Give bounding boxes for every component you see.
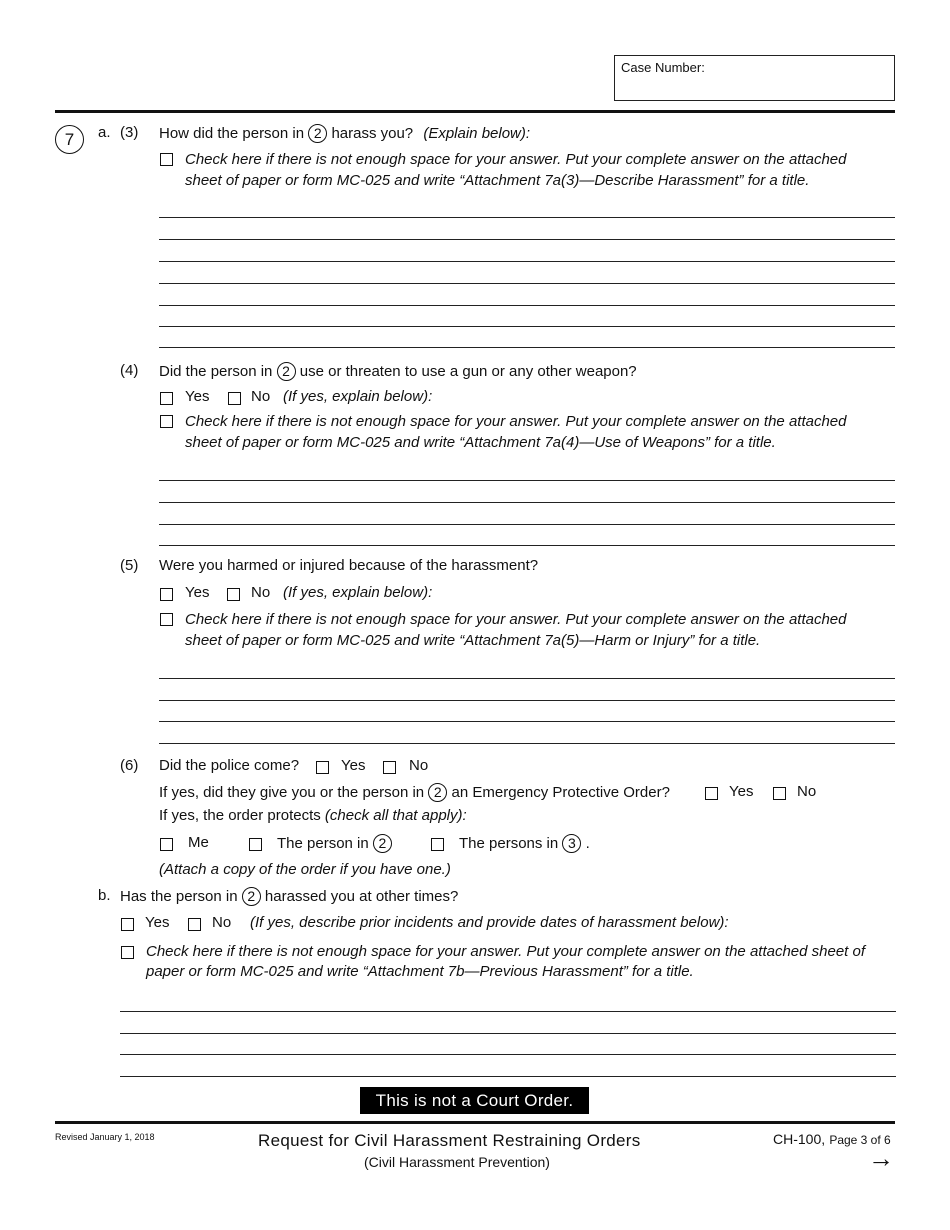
q3-answer-line-4[interactable] (159, 283, 895, 284)
b-yes-checkbox[interactable] (121, 918, 134, 931)
q6-person-label: The person in 2 (277, 834, 392, 853)
ref-circle: 2 (242, 887, 261, 906)
item-b-label: b. (98, 887, 111, 904)
b-yes-label: Yes (145, 914, 170, 931)
q6-me-label: Me (188, 834, 209, 851)
q5-yes-checkbox[interactable] (160, 588, 173, 601)
b-answer-line-4[interactable] (120, 1076, 896, 1077)
q3-answer-line-6[interactable] (159, 326, 895, 327)
q6-epo-yes-checkbox[interactable] (705, 787, 718, 800)
b-answer-line-2[interactable] (120, 1033, 896, 1034)
not-court-order-notice: This is not a Court Order. (360, 1087, 589, 1114)
q6-yes-checkbox[interactable] (316, 761, 329, 774)
q6-person-checkbox[interactable] (249, 838, 262, 851)
form-id-page: CH-100, Page 3 of 6 (773, 1131, 891, 1147)
q5-answer-line-4[interactable] (159, 743, 895, 744)
ref-circle: 2 (428, 783, 447, 802)
q6-persons-label: The persons in 3 . (459, 835, 590, 852)
q3-question: How did the person in 2 harass you? (Explain below): (159, 125, 531, 142)
b-more-space-checkbox[interactable] (121, 946, 134, 959)
q4-answer-line-1[interactable] (159, 480, 895, 481)
q5-number: (5) (120, 557, 139, 574)
q5-answer-line-2[interactable] (159, 700, 895, 701)
q4-yes-label: Yes (185, 388, 210, 405)
q4-yes-checkbox[interactable] (160, 392, 173, 405)
q6-no-checkbox[interactable] (383, 761, 396, 774)
q6-epo-no-label: No (797, 783, 817, 800)
q4-answer-line-4[interactable] (159, 545, 895, 546)
q6-epo-no-checkbox[interactable] (773, 787, 786, 800)
ref-circle: 2 (373, 834, 392, 853)
q3-answer-line-5[interactable] (159, 305, 895, 306)
q3-number: (3) (120, 124, 139, 141)
case-number-label: Case Number: (621, 60, 705, 75)
next-page-arrow-icon[interactable]: → (868, 1143, 894, 1173)
q4-more-space-note: Check here if there is not enough space for your answer. Put your complete answer on the attached sheet of paper or form MC-025 and write “Attachment 7a(4)—Use of Weapons” for a title. (185, 413, 847, 451)
q4-more-space-checkbox[interactable] (160, 415, 173, 428)
q6-no-label: No (409, 757, 429, 774)
q5-hint: (If yes, explain below): (283, 584, 433, 601)
q4-hint: (If yes, explain below): (283, 388, 433, 405)
q4-answer-line-2[interactable] (159, 502, 895, 503)
q6-number: (6) (120, 757, 139, 774)
b-answer-line-3[interactable] (120, 1054, 896, 1055)
q3-answer-line-1[interactable] (159, 217, 895, 218)
bottom-rule (55, 1121, 895, 1124)
q4-no-checkbox[interactable] (228, 392, 241, 405)
b-no-checkbox[interactable] (188, 918, 201, 931)
q5-no-checkbox[interactable] (227, 588, 240, 601)
q5-more-space-checkbox[interactable] (160, 613, 173, 626)
top-rule (55, 110, 895, 113)
form-title: Request for Civil Harassment Restraining Orders (258, 1131, 641, 1150)
q3-answer-line-3[interactable] (159, 261, 895, 262)
case-number-box[interactable] (614, 55, 895, 101)
b-more-space-note: Check here if there is not enough space for your answer. Put your complete answer on the attached sheet of paper or form MC-025 and write “Attachment 7b—Previous Harassment” for a title. (146, 943, 866, 980)
b-no-label: No (212, 914, 232, 931)
form-subtitle: (Civil Harassment Prevention) (364, 1154, 550, 1170)
q4-question: Did the person in 2 use or threaten to use a gun or any other weapon? (159, 363, 637, 380)
q3-answer-line-7[interactable] (159, 347, 895, 348)
revised-date: Revised January 1, 2018 (55, 1132, 155, 1142)
section-number: 7 (55, 125, 84, 154)
q6-attach-note: (Attach a copy of the order if you have one.) (159, 861, 451, 878)
q5-question: Were you harmed or injured because of the harassment? (159, 557, 539, 574)
q6-me-checkbox[interactable] (160, 838, 173, 851)
item-a-label: a. (98, 124, 111, 141)
ref-circle: 3 (562, 834, 581, 853)
q5-yes-label: Yes (185, 584, 210, 601)
q6-epo-yes-label: Yes (729, 783, 754, 800)
q3-answer-line-2[interactable] (159, 239, 895, 240)
q6-yes-label: Yes (341, 757, 366, 774)
q6-epo-question: If yes, did they give you or the person in 2 an Emergency Protective Order? (159, 784, 670, 801)
q5-answer-line-1[interactable] (159, 678, 895, 679)
q4-answer-line-3[interactable] (159, 524, 895, 525)
q6-protects-line: If yes, the order protects (check all that apply): (159, 807, 467, 824)
q3-more-space-checkbox[interactable] (160, 153, 173, 166)
b-hint: (If yes, describe prior incidents and provide dates of harassment below): (250, 914, 729, 931)
q6-persons-checkbox[interactable] (431, 838, 444, 851)
b-question: Has the person in 2 harassed you at other times? (120, 888, 459, 905)
q5-no-label: No (251, 584, 271, 601)
q5-answer-line-3[interactable] (159, 721, 895, 722)
ref-circle: 2 (308, 124, 327, 143)
q4-no-label: No (251, 388, 271, 405)
b-answer-line-1[interactable] (120, 1011, 896, 1012)
q5-more-space-note: Check here if there is not enough space for your answer. Put your complete answer on the attached sheet of paper or form MC-025 and write “Attachment 7a(5)—Harm or Injury” for a title. (185, 611, 847, 649)
q4-number: (4) (120, 362, 139, 379)
ref-circle: 2 (277, 362, 296, 381)
q6-question: Did the police come? (159, 757, 300, 774)
q3-more-space-note: Check here if there is not enough space for your answer. Put your complete answer on the attached sheet of paper or form MC-025 and write “Attachment 7a(3)—Describe Harassment” for a title. (185, 151, 847, 189)
